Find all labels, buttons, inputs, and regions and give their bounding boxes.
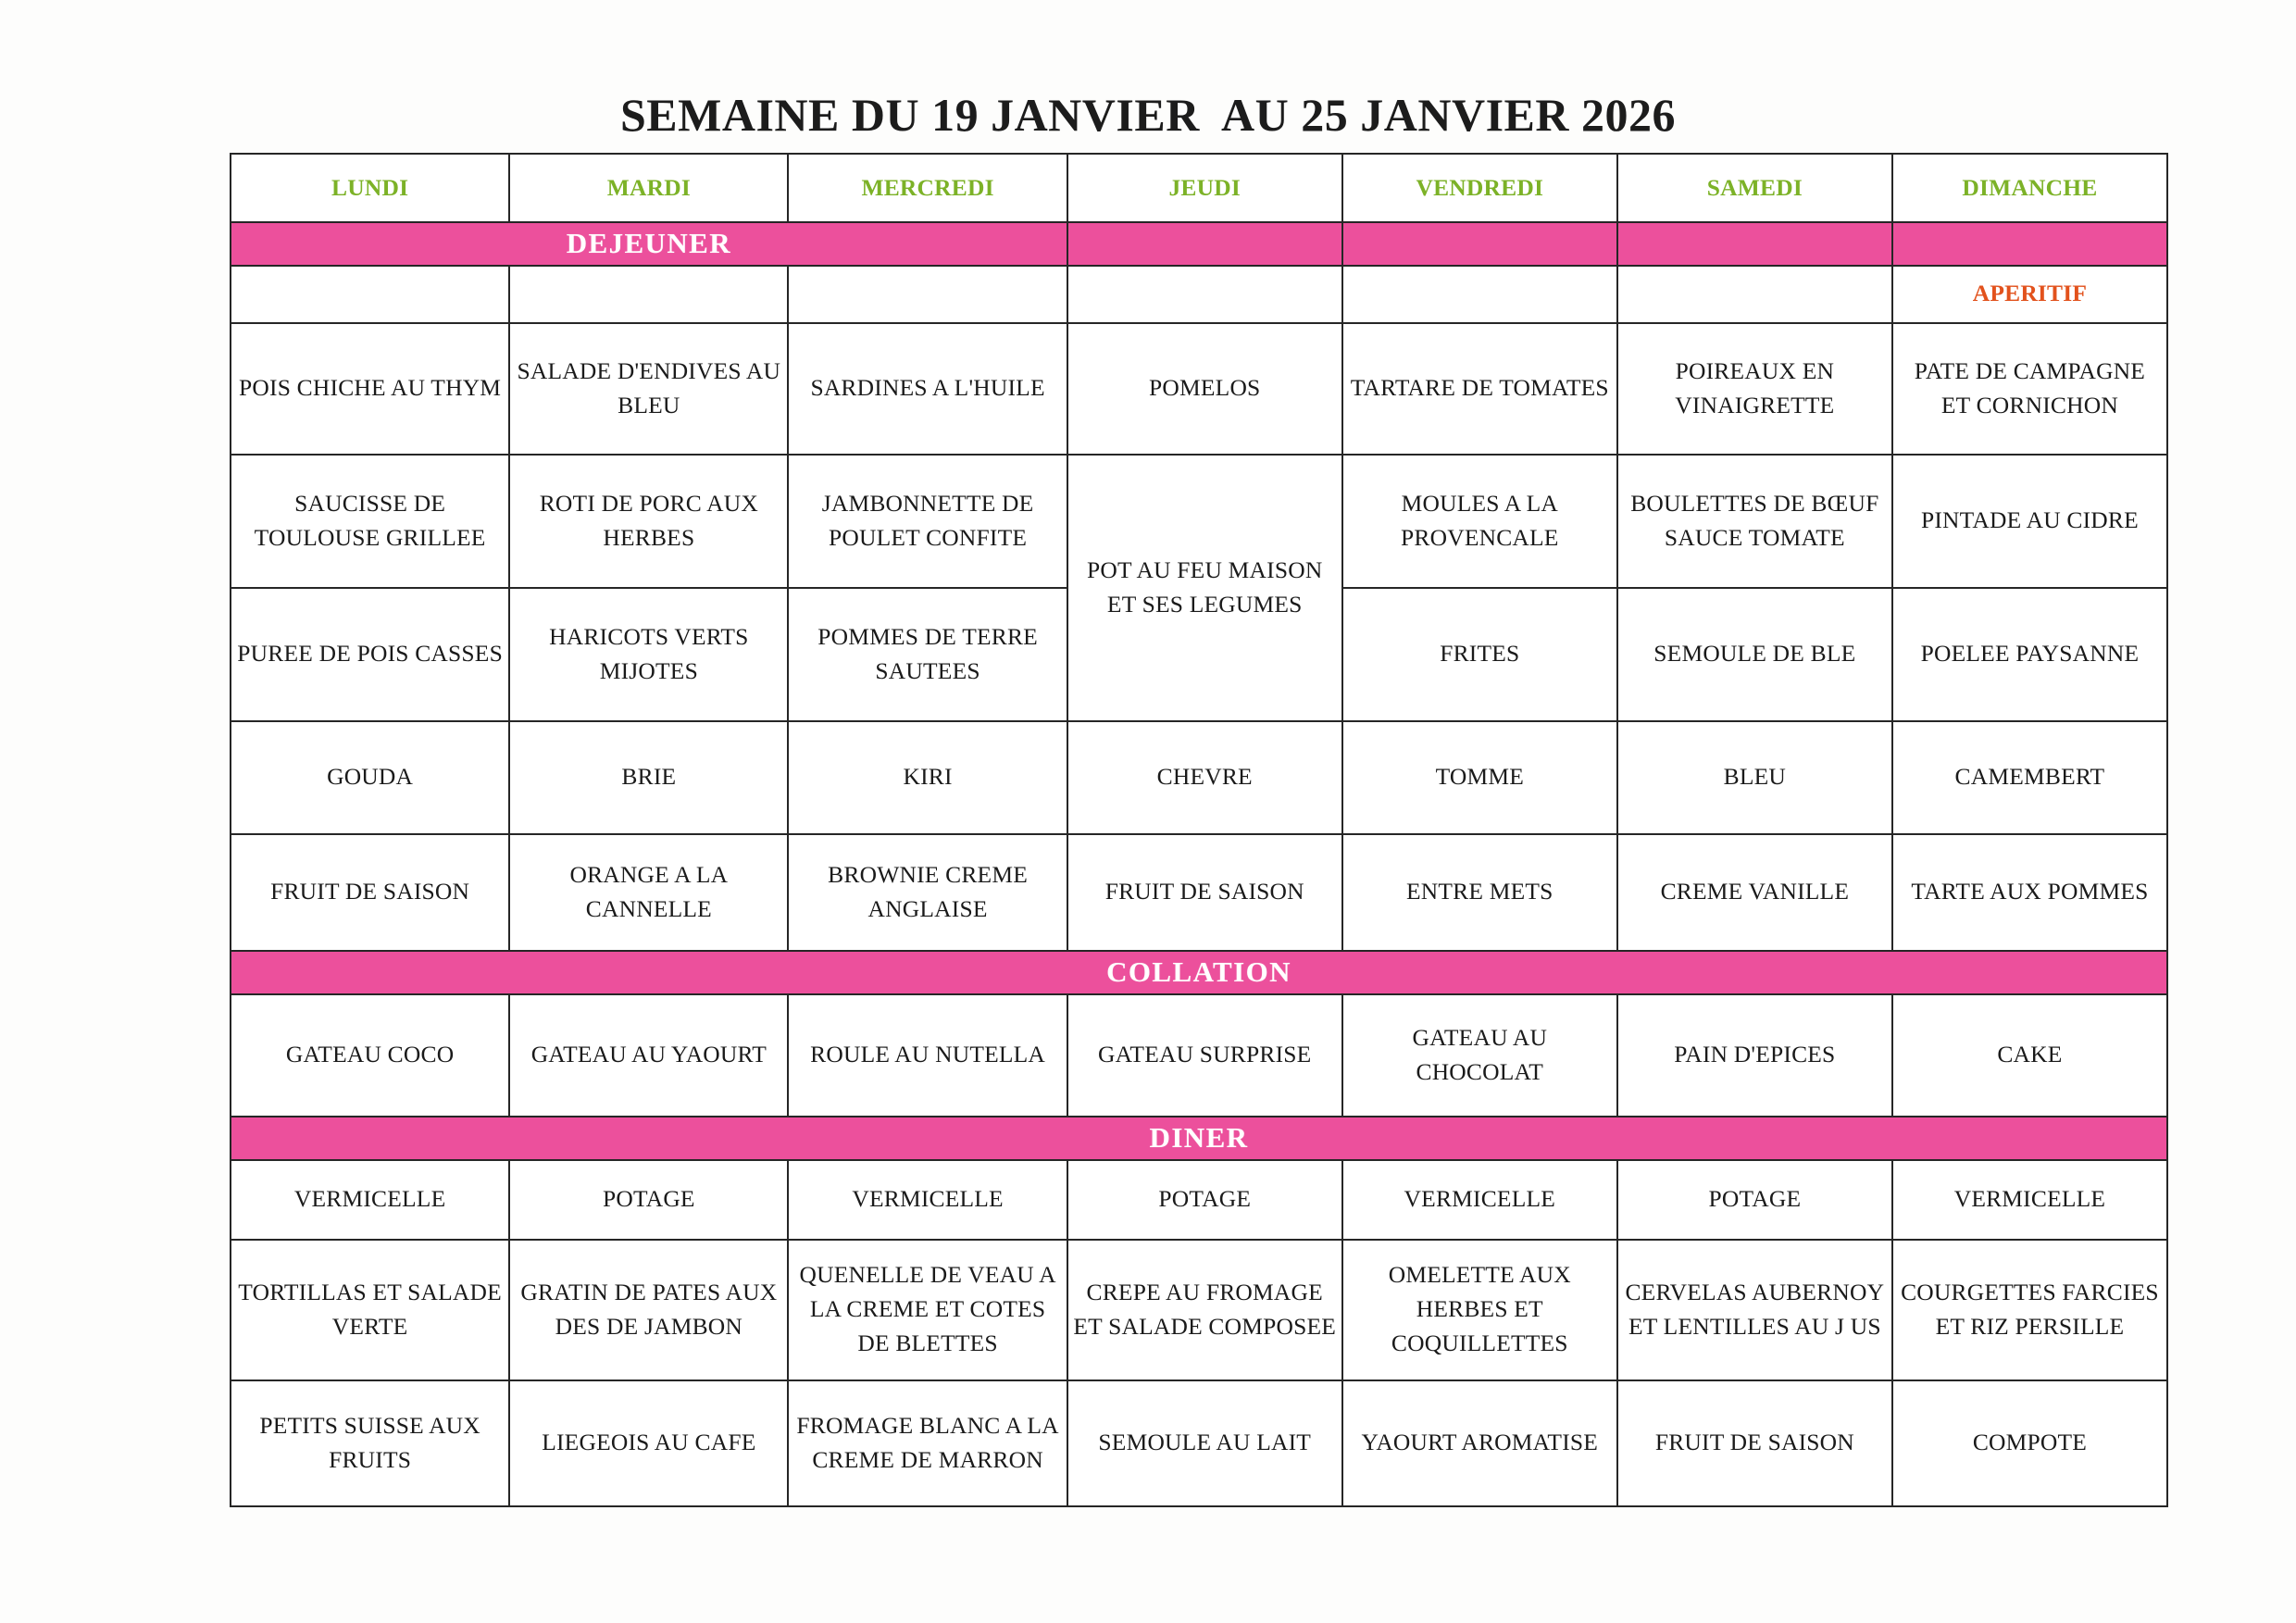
dejeuner-plat-row [231,455,2167,588]
collation-row [231,994,2167,1117]
aperitif-empty-jeudi [1067,266,1342,323]
aperitif-row [231,266,2167,323]
cell-diner-dessert-dimanche: COMPOTE [1892,1380,2167,1506]
cell-dejeuner-dessert-jeudi: FRUIT DE SAISON [1067,834,1342,951]
cell-dejeuner-entree-mercredi: SARDINES A L'HUILE [788,323,1067,455]
banner-dejeuner-filler-2 [1342,222,1617,266]
cell-diner-dessert-samedi: FRUIT DE SAISON [1617,1380,1892,1506]
cell-dejeuner-plat-vendredi: MOULES A LA PROVENCALE [1342,455,1617,588]
cell-dejeuner-entree-samedi: POIREAUX EN VINAIGRETTE [1617,323,1892,455]
cell-dejeuner-fromage-dimanche: CAMEMBERT [1892,721,2167,834]
cell-dejeuner-garniture-vendredi: FRITES [1342,588,1617,721]
aperitif-empty-lundi [231,266,509,323]
cell-dejeuner-garniture-samedi: SEMOULE DE BLE [1617,588,1892,721]
dejeuner-entree-row [231,323,2167,455]
banner-dejeuner-label: DEJEUNER [566,227,731,259]
cell-dejeuner-dessert-mercredi: BROWNIE CREME ANGLAISE [788,834,1067,951]
day-header-row [231,154,2167,222]
cell-diner-potage-lundi: VERMICELLE [231,1160,509,1240]
cell-collation-dimanche: CAKE [1892,994,2167,1117]
dejeuner-fromage-row [231,721,2167,834]
cell-dejeuner-garniture-mardi: HARICOTS VERTS MIJOTES [509,588,788,721]
day-header-mercredi: MERCREDI [788,154,1067,222]
day-header-samedi: SAMEDI [1617,154,1892,222]
banner-diner-label: DINER [1149,1120,1249,1154]
cell-diner-potage-mardi: POTAGE [509,1160,788,1240]
banner-collation-cell [231,951,2167,994]
cell-collation-mardi: GATEAU AU YAOURT [509,994,788,1117]
day-header-mardi: MARDI [509,154,788,222]
aperitif-empty-samedi [1617,266,1892,323]
cell-dejeuner-plat-samedi: BOULETTES DE BŒUF SAUCE TOMATE [1617,455,1892,588]
cell-dejeuner-entree-jeudi: POMELOS [1067,323,1342,455]
cell-diner-dessert-jeudi: SEMOULE AU LAIT [1067,1380,1342,1506]
cell-dejeuner-fromage-lundi: GOUDA [231,721,509,834]
cell-dejeuner-entree-lundi: POIS CHICHE AU THYM [231,323,509,455]
cell-diner-plat-samedi: CERVELAS AUBERNOY ET LENTILLES AU J US [1617,1240,1892,1380]
cell-dejeuner-fromage-mardi: BRIE [509,721,788,834]
cell-dejeuner-entree-dimanche: PATE DE CAMPAGNE ET CORNICHON [1892,323,2167,455]
cell-diner-potage-dimanche: VERMICELLE [1892,1160,2167,1240]
cell-diner-potage-vendredi: VERMICELLE [1342,1160,1617,1240]
cell-dejeuner-dessert-dimanche: TARTE AUX POMMES [1892,834,2167,951]
cell-diner-dessert-mardi: LIEGEOIS AU CAFE [509,1380,788,1506]
banner-row-diner [231,1117,2167,1160]
aperitif-label: APERITIF [1892,266,2167,323]
banner-row-dejeuner [231,222,2167,266]
dejeuner-dessert-row [231,834,2167,951]
banner-dejeuner-filler-4 [1892,222,2167,266]
cell-diner-potage-mercredi: VERMICELLE [788,1160,1067,1240]
banner-row-collation [231,951,2167,994]
cell-diner-potage-jeudi: POTAGE [1067,1160,1342,1240]
cell-dejeuner-fromage-vendredi: TOMME [1342,721,1617,834]
cell-dejeuner-plat-dimanche: PINTADE AU CIDRE [1892,455,2167,588]
cell-dejeuner-fromage-jeudi: CHEVRE [1067,721,1342,834]
aperitif-empty-mercredi [788,266,1067,323]
cell-dejeuner-plat-mercredi: JAMBONNETTE DE POULET CONFITE [788,455,1067,588]
cell-diner-potage-samedi: POTAGE [1617,1160,1892,1240]
cell-dejeuner-garniture-lundi: PUREE DE POIS CASSES [231,588,509,721]
cell-dejeuner-plat-lundi: SAUCISSE DE TOULOUSE GRILLEE [231,455,509,588]
cell-diner-dessert-mercredi: FROMAGE BLANC A LA CREME DE MARRON [788,1380,1067,1506]
banner-dejeuner-filler-3 [1617,222,1892,266]
banner-dejeuner-filler-1 [1067,222,1342,266]
cell-collation-lundi: GATEAU COCO [231,994,509,1117]
cell-diner-dessert-lundi: PETITS SUISSE AUX FRUITS [231,1380,509,1506]
cell-dejeuner-plat-mardi: ROTI DE PORC AUX HERBES [509,455,788,588]
cell-dejeuner-fromage-mercredi: KIRI [788,721,1067,834]
cell-dejeuner-plat-jeudi: POT AU FEU MAISON ET SES LEGUMES [1067,455,1342,721]
diner-plat-row [231,1240,2167,1380]
cell-collation-jeudi: GATEAU SURPRISE [1067,994,1342,1117]
cell-diner-dessert-vendredi: YAOURT AROMATISE [1342,1380,1617,1506]
cell-dejeuner-fromage-samedi: BLEU [1617,721,1892,834]
day-header-jeudi: JEUDI [1067,154,1342,222]
banner-dejeuner-cell [231,222,1067,266]
cell-dejeuner-dessert-samedi: CREME VANILLE [1617,834,1892,951]
banner-collation-label: COLLATION [1106,955,1292,988]
aperitif-empty-mardi [509,266,788,323]
cell-diner-plat-vendredi: OMELETTE AUX HERBES ET COQUILLETTES [1342,1240,1617,1380]
diner-potage-row [231,1160,2167,1240]
cell-collation-vendredi: GATEAU AU CHOCOLAT [1342,994,1617,1117]
cell-dejeuner-dessert-lundi: FRUIT DE SAISON [231,834,509,951]
cell-collation-samedi: PAIN D'EPICES [1617,994,1892,1117]
diner-dessert-row [231,1380,2167,1506]
cell-diner-plat-mercredi: QUENELLE DE VEAU A LA CREME ET COTES DE BLETTES [788,1240,1067,1380]
weekly-menu-table [230,153,2168,1507]
day-header-vendredi: VENDREDI [1342,154,1617,222]
cell-dejeuner-entree-vendredi: TARTARE DE TOMATES [1342,323,1617,455]
cell-diner-plat-lundi: TORTILLAS ET SALADE VERTE [231,1240,509,1380]
cell-dejeuner-garniture-dimanche: POELEE PAYSANNE [1892,588,2167,721]
cell-dejeuner-garniture-mercredi: POMMES DE TERRE SAUTEES [788,588,1067,721]
aperitif-empty-vendredi [1342,266,1617,323]
cell-diner-plat-dimanche: COURGETTES FARCIES ET RIZ PERSILLE [1892,1240,2167,1380]
banner-diner-cell [231,1117,2167,1160]
page-title: SEMAINE DU 19 JANVIER AU 25 JANVIER 2026 [619,89,1677,141]
day-header-dimanche: DIMANCHE [1892,154,2167,222]
day-header-lundi: LUNDI [231,154,509,222]
cell-diner-plat-mardi: GRATIN DE PATES AUX DES DE JAMBON [509,1240,788,1380]
cell-dejeuner-dessert-vendredi: ENTRE METS [1342,834,1617,951]
cell-diner-plat-jeudi: CREPE AU FROMAGE ET SALADE COMPOSEE [1067,1240,1342,1380]
cell-dejeuner-dessert-mardi: ORANGE A LA CANNELLE [509,834,788,951]
cell-dejeuner-entree-mardi: SALADE D'ENDIVES AU BLEU [509,323,788,455]
cell-collation-mercredi: ROULE AU NUTELLA [788,994,1067,1117]
